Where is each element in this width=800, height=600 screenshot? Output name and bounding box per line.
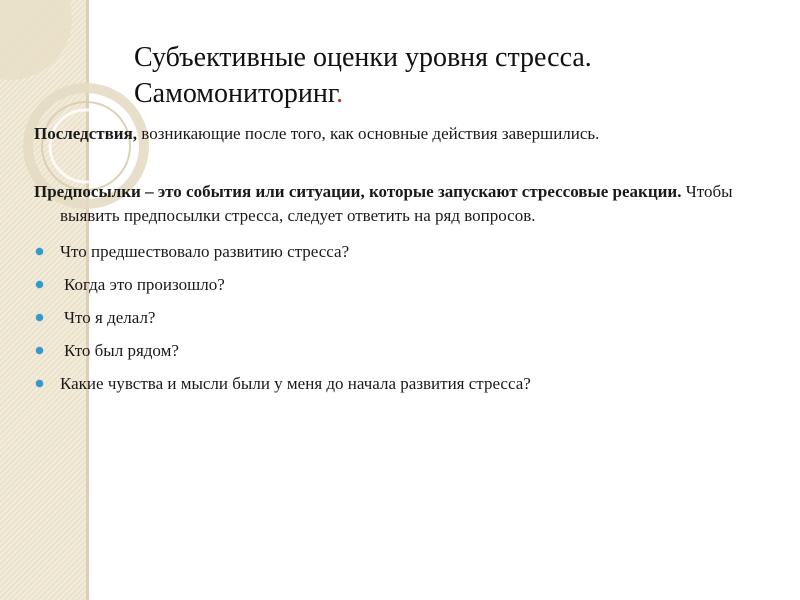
prerequisites-text: Чтобы выявить предпосылки стресса, следует ответить на ряд вопросов. bbox=[60, 182, 733, 225]
paragraph-consequences bbox=[34, 122, 754, 146]
question-text: Когда это произошло? bbox=[64, 275, 225, 294]
title-line-2: Самомониторинг bbox=[134, 78, 337, 109]
list-item bbox=[34, 339, 754, 363]
question-text: Кто был рядом? bbox=[64, 341, 179, 360]
slide-body bbox=[34, 122, 754, 405]
bullet-dot-icon bbox=[36, 380, 43, 387]
paragraph-prerequisites bbox=[34, 180, 754, 228]
question-text: Что предшествовало развитию стресса? bbox=[60, 242, 350, 261]
question-text: Что я делал? bbox=[64, 308, 156, 327]
consequences-text: возникающие после того, как основные действия завершились. bbox=[137, 124, 600, 143]
list-item bbox=[34, 240, 754, 264]
prerequisites-bold: Предпосылки – это события или ситуации, которые запускают стрессовые реакции. bbox=[34, 182, 682, 201]
consequences-bold: Последствия, bbox=[34, 124, 138, 143]
list-item bbox=[34, 306, 754, 330]
question-text: Какие чувства и мысли были у меня до начала развития стресса? bbox=[60, 374, 531, 393]
bullet-dot-icon bbox=[36, 314, 43, 321]
bullet-dot-icon bbox=[36, 281, 43, 288]
question-list bbox=[34, 240, 754, 396]
list-item bbox=[34, 273, 754, 297]
title-line-1: Субъективные оценки уровня стресса. bbox=[134, 42, 592, 73]
slide-title bbox=[134, 40, 754, 112]
bullet-dot-icon bbox=[36, 347, 43, 354]
bullet-dot-icon bbox=[36, 248, 43, 255]
list-item bbox=[34, 372, 754, 396]
title-accent-dot: . bbox=[336, 78, 344, 109]
large-circle-shape bbox=[0, 0, 72, 80]
